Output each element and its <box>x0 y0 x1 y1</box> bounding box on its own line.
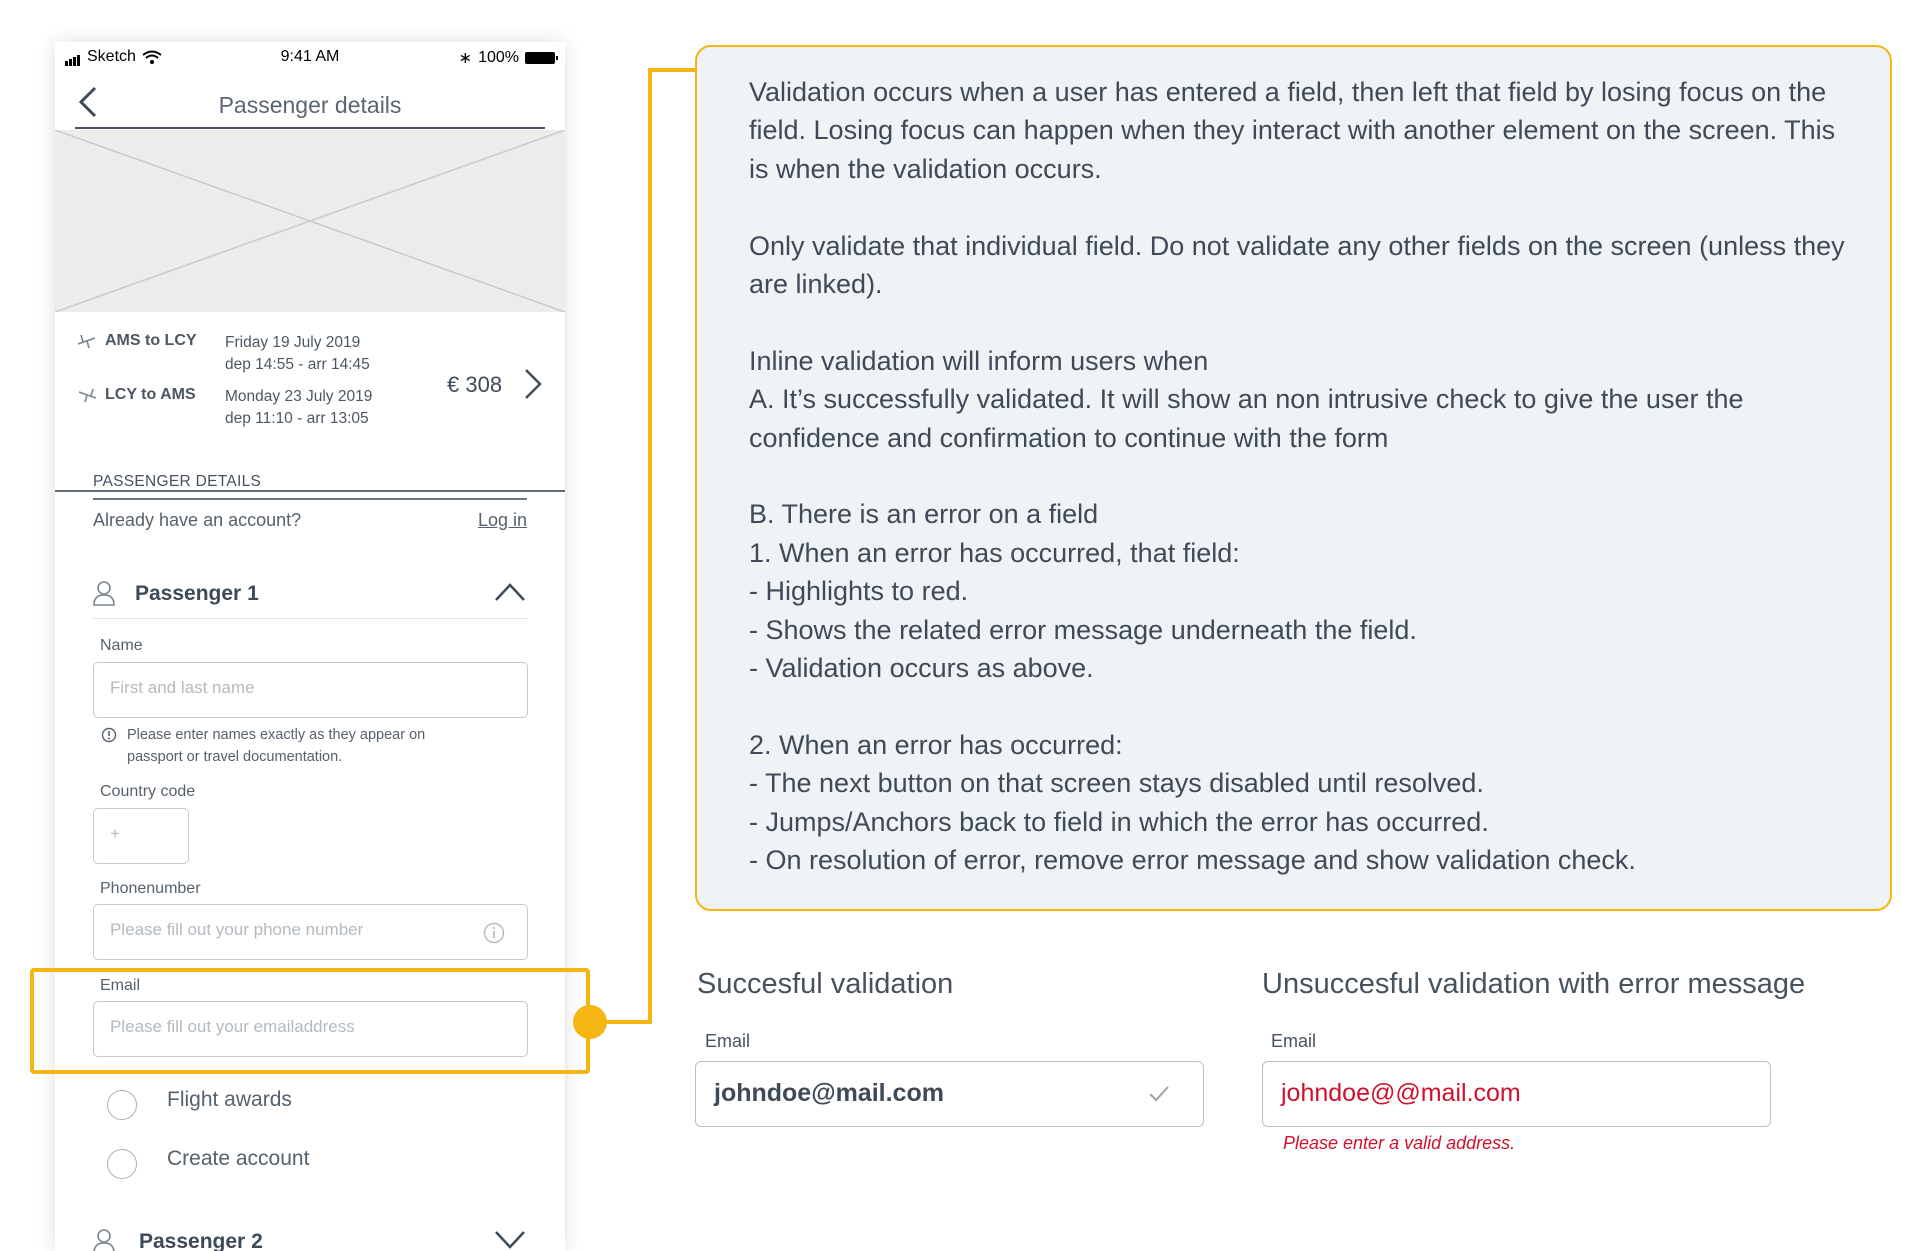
route-label: AMS to LCY <box>105 332 197 349</box>
create-account-option[interactable] <box>107 1147 310 1179</box>
battery-icon <box>525 52 555 64</box>
section-heading: PASSENGER DETAILS <box>93 473 262 490</box>
email-field-highlight <box>30 968 590 1074</box>
clock: 9:41 AM <box>280 48 340 65</box>
validation-annotation <box>695 45 1892 911</box>
name-label: Name <box>100 637 143 654</box>
error-email-label: Email <box>1271 1031 1317 1051</box>
route-label: LCY to AMS <box>105 386 196 403</box>
flight-summary[interactable] <box>55 312 565 492</box>
info-icon <box>101 727 117 743</box>
login-link[interactable]: Log in <box>477 510 527 530</box>
total-price: € 308 <box>447 372 503 397</box>
user-icon <box>93 1228 115 1251</box>
check-icon <box>1147 1084 1171 1104</box>
flight-times: dep 14:55 - arr 14:45 <box>225 356 370 373</box>
annotation-text: Validation occurs when a user has entered a field, then left that field by losing focus on the field. Losing focus can happen when they interact with another element on the screen. This is when the validation occurs. Only validate that individual field. Do not validate any other fields on the screen (unless they are linked). Inline validation will inform users when A. It’s successfully validated. It will show an non intrusive check to give the user the confidence and confirmation to continue with the form B. There is an error on a field 1. When an error has occurred, that field: - Highlights to red. - Shows the related error message underneath the field. - Validation occurs as above. 2. When an error has occurred: - The next button on that screen stays disabled until resolved. - Jumps/Anchors back to field in which the error has occurred. - On resolution of error, remove error message and show validation check. <box>749 77 1845 876</box>
chevron-right-icon[interactable] <box>521 366 545 402</box>
flight-date: Monday 23 July 2019 <box>225 388 373 405</box>
info-icon[interactable] <box>483 922 505 944</box>
flight-awards-radio[interactable] <box>107 1090 137 1120</box>
account-question: Already have an account? <box>93 510 302 530</box>
section-divider <box>93 498 527 500</box>
create-account-label: Create account <box>167 1147 310 1170</box>
country-code-placeholder: + <box>110 824 120 843</box>
error-email-value: johndoe@@mail.com <box>1281 1079 1521 1107</box>
nav-divider <box>75 127 545 129</box>
passenger-1-header[interactable] <box>93 574 527 614</box>
plane-depart-icon <box>77 332 97 350</box>
user-icon <box>93 580 115 606</box>
plane-arrive-icon <box>77 386 97 404</box>
error-email-input[interactable] <box>1262 1061 1771 1127</box>
passenger-1-label: Passenger 1 <box>135 582 259 605</box>
page-title: Passenger details <box>218 92 402 118</box>
success-email-value: johndoe@mail.com <box>714 1079 944 1107</box>
nav-bar <box>55 82 565 130</box>
battery-label: 100% <box>478 49 519 66</box>
error-message: Please enter a valid address. <box>1283 1133 1516 1153</box>
annotation-connector <box>560 60 700 1040</box>
bluetooth-icon: ∗ <box>458 50 473 67</box>
create-account-radio[interactable] <box>107 1149 137 1179</box>
email-label: Email <box>100 977 141 994</box>
name-placeholder: First and last name <box>110 678 255 697</box>
country-code-input[interactable] <box>93 808 189 864</box>
flight-times: dep 11:10 - arr 13:05 <box>225 410 369 427</box>
passenger-2-label: Passenger 2 <box>139 1230 263 1251</box>
success-example-title: Succesful validation <box>697 968 954 1000</box>
carrier-label: Sketch <box>87 48 136 65</box>
phone-input[interactable] <box>93 904 528 960</box>
image-placeholder <box>55 130 565 312</box>
passenger-2-header[interactable] <box>93 1222 527 1251</box>
status-bar <box>55 42 565 68</box>
flight-awards-label: Flight awards <box>167 1088 292 1111</box>
country-code-label: Country code <box>100 783 196 800</box>
email-placeholder: Please fill out your emailaddress <box>110 1017 355 1036</box>
chevron-down-icon[interactable] <box>493 1228 527 1251</box>
passenger-1-divider <box>93 618 527 619</box>
name-hint-text: Please enter names exactly as they appear on passport or travel documentation. <box>127 727 426 765</box>
success-email-label: Email <box>705 1031 751 1051</box>
phone-label: Phonenumber <box>100 880 201 897</box>
name-input[interactable] <box>93 662 528 718</box>
error-example-title: Unsuccesful validation with error message <box>1262 968 1806 1000</box>
chevron-up-icon[interactable] <box>493 580 527 604</box>
success-email-input[interactable] <box>695 1061 1204 1127</box>
phone-placeholder: Please fill out your phone number <box>110 920 364 939</box>
flight-awards-option[interactable] <box>107 1088 292 1120</box>
flight-date: Friday 19 July 2019 <box>225 334 361 351</box>
